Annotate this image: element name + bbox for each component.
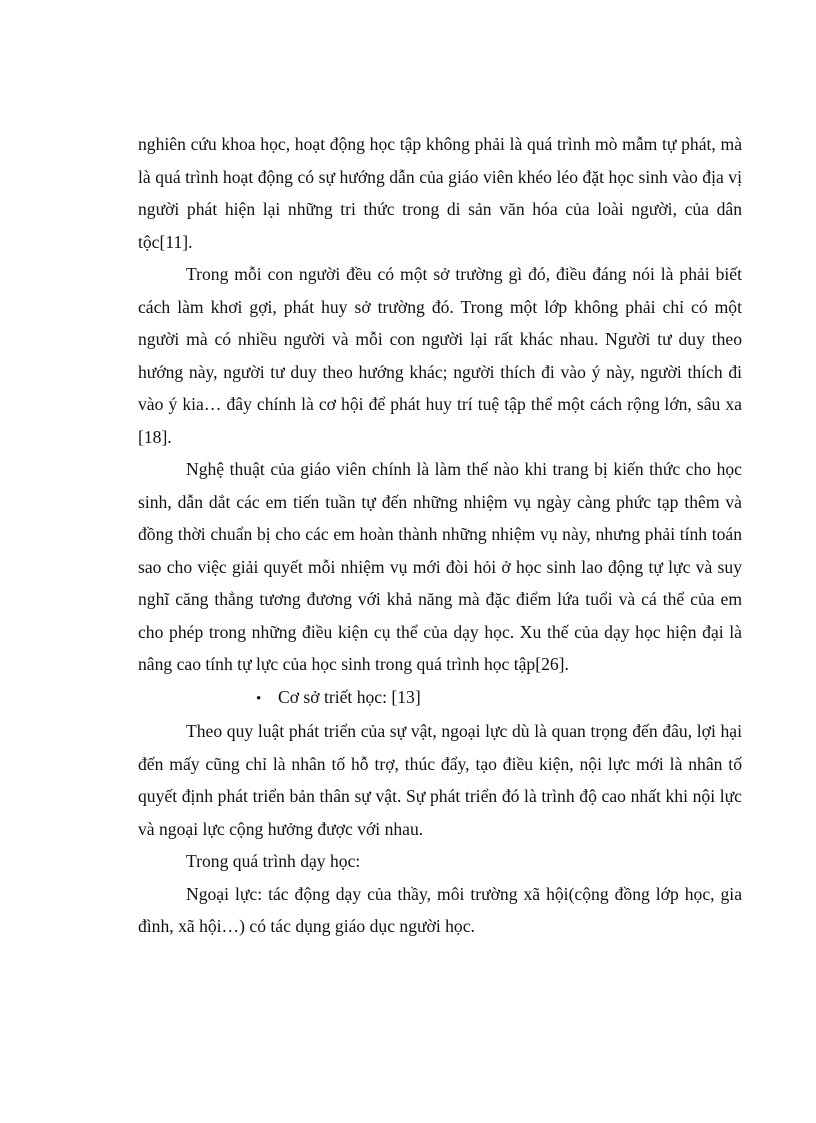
paragraph-continuation: nghiên cứu khoa học, hoạt động học tập không phải là quá trình mò mẫm tự phát, mà là quá trình hoạt động có sự hướng dẫn của giáo viên khéo léo đặt học sinh vào địa vị người phát hiện lại những tri thức trong di sản văn hóa của loài người, của dân tộc[11].	[138, 134, 742, 252]
paragraph-teaching-process: Trong quá trình dạy học:	[186, 851, 361, 871]
paragraph-external-force: Ngoại lực: tác động dạy của thầy, môi trường xã hội(cộng đồng lớp học, gia đình, xã hội…) có tác dụng giáo dục người học.	[138, 883, 742, 936]
bullet-icon: •	[256, 690, 262, 707]
bullet-text: Cơ sở triết học: [13]	[278, 686, 421, 707]
paragraph-strengths: Trong mỗi con người đều có một sở trường gì đó, điều đáng nói là phải biết cách làm khơi gợi, phát huy sở trường đó. Trong một lớp không phải chỉ có một người mà có nhiều người và mỗi con người lại rất khác nhau. Người tư duy theo hướng này, người tư duy theo hướng khác; người thích đi vào ý này, người thích đi vào ý kia… đây chính là cơ hội để phát huy trí tuệ tập thể một cách rộng lớn, sâu xa [18].	[138, 264, 742, 447]
bullet-item-philosophy	[138, 681, 742, 716]
paragraph-development-law: Theo quy luật phát triển của sự vật, ngoại lực dù là quan trọng đến đâu, lợi hại đến mấy cũng chỉ là nhân tố hỗ trợ, thúc đẩy, tạo điều kiện, nội lực mới là nhân tố quyết định phát triển bản thân sự vật. Sự phát triển đó là trình độ cao nhất khi nội lực và ngoại lực cộng hưởng được với nhau.	[138, 721, 742, 839]
document-page	[138, 128, 742, 943]
paragraph-teacher-art: Nghệ thuật của giáo viên chính là làm thế nào khi trang bị kiến thức cho học sinh, dẫn dắt các em tiến tuần tự đến những nhiệm vụ ngày càng phức tạp thêm và đồng thời chuẩn bị cho các em hoàn thành những nhiệm vụ này, nhưng phải tính toán sao cho việc giải quyết mỗi nhiệm vụ mới đòi hỏi ở học sinh lao động tự lực và suy nghĩ căng thẳng tương đương với khả năng mà đặc điểm lứa tuổi và cá thể của em cho phép trong những điều kiện cụ thể của dạy học. Xu thế của dạy học hiện đại là nâng cao tính tự lực của học sinh trong quá trình học tập[26].	[138, 459, 742, 674]
